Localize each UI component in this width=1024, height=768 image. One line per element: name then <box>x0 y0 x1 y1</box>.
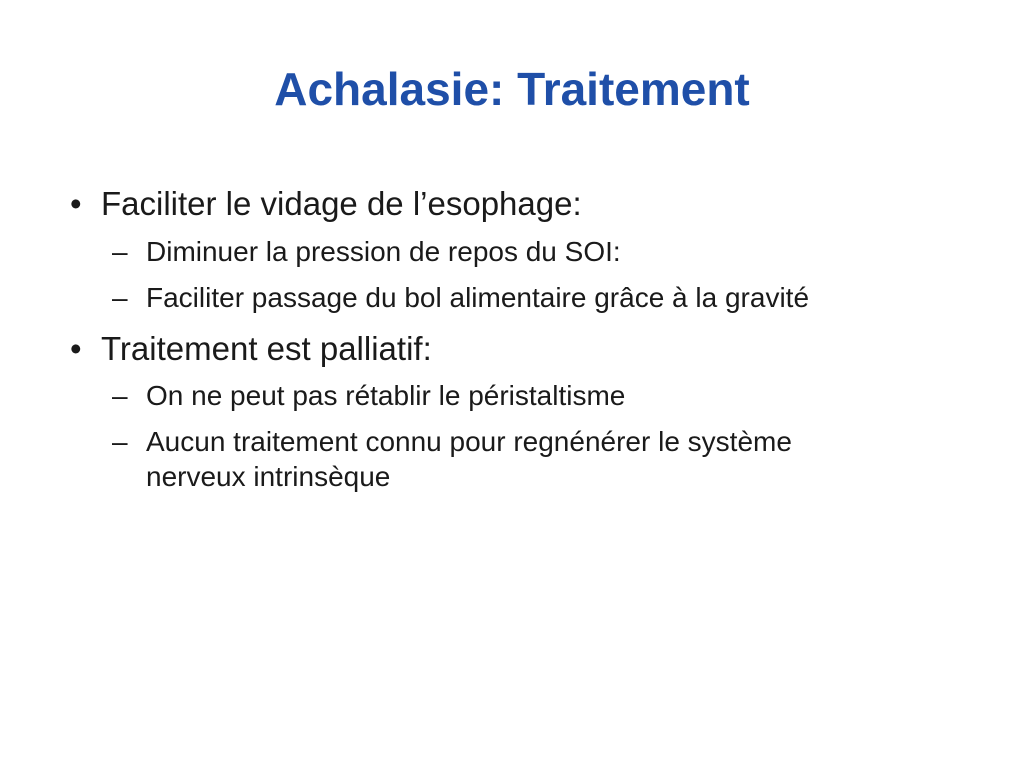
sub-bullet-text: Aucun traitement connu pour regnénérer le système nerveux intrinsèque <box>146 426 792 493</box>
sub-bullet-text: Diminuer la pression de repos du SOI: <box>146 235 621 267</box>
bullet-text: Faciliter le vidage de l’esophage: <box>101 185 582 222</box>
bullet-marker: • <box>70 185 82 222</box>
bullet-marker: • <box>70 329 82 367</box>
bullet-text: Traitement est palliatif: <box>101 329 432 367</box>
dash-marker: – <box>112 426 128 458</box>
sub-bullet-item <box>112 280 930 315</box>
sub-bullet-text: On ne peut pas rétablir le péristaltisme <box>146 380 626 412</box>
dash-marker: – <box>112 235 128 267</box>
slide-title: Achalasie: Traitement <box>274 63 750 115</box>
sub-bullet-text: Faciliter passage du bol alimentaire grâce à la gravité <box>146 281 810 313</box>
sub-bullet-item <box>112 424 930 494</box>
slide-content <box>70 184 930 505</box>
sub-bullet-item <box>112 378 930 413</box>
dash-marker: – <box>112 380 128 412</box>
dash-marker: – <box>112 281 128 313</box>
bullet-item <box>70 329 930 369</box>
bullet-item <box>70 184 930 224</box>
sub-bullet-item <box>112 234 930 269</box>
